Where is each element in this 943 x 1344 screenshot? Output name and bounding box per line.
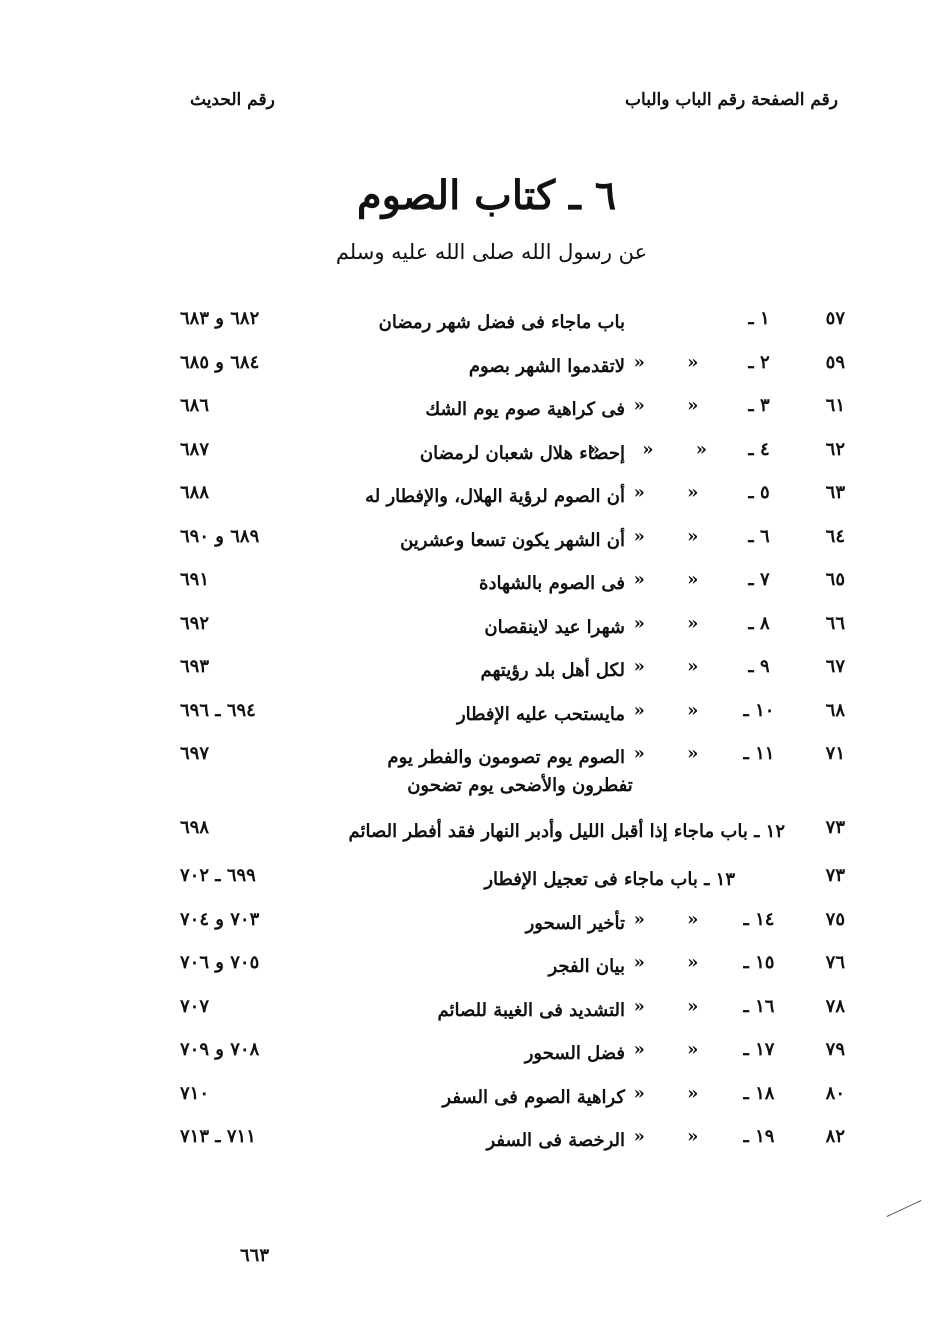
toc-page-number: ٨٢ [825,1126,845,1147]
toc-hadith-numbers: ٦٩٧ [180,743,210,764]
toc-row [180,387,845,431]
toc-chapter-number: ١١ ـ [743,743,775,764]
book-subtitle: عن رسول الله صلى الله عليه وسلم [335,240,648,264]
toc-row [180,1075,845,1119]
table-of-contents [180,300,845,1162]
toc-hadith-numbers: ٦٩٨ [180,817,210,838]
toc-ditto-marks: « « [633,351,717,373]
toc-chapter-title: لكل أهل بلد رؤيتهم [480,660,625,681]
toc-page-number: ٦٢ [825,438,845,460]
toc-hadith-numbers: ٧١١ ـ ٧١٣ [180,1126,256,1147]
book-title: ٦ ـ كتاب الصوم [356,172,617,219]
toc-hadith-numbers: ٧٠٣ و ٧٠٤ [180,908,260,930]
toc-row [180,901,845,945]
toc-ditto-marks: « « [633,699,717,721]
toc-chapter-number: ٢ ـ [748,351,770,373]
toc-chapter-number: ١٠ ـ [743,699,775,721]
toc-hadith-numbers: ٦٨٨ [180,482,210,503]
toc-hadith-numbers: ٦٨٤ و ٦٨٥ [180,351,260,373]
toc-chapter-number: ٣ ـ [748,395,770,416]
toc-ditto-marks: « « [633,569,717,590]
toc-row [180,735,845,809]
toc-chapter-title: أن الصوم لرؤية الهلال، والإفطار له [365,486,625,507]
toc-hadith-numbers: ٧٠٧ [180,995,210,1017]
toc-chapter-number: ١٧ ـ [743,1039,775,1060]
toc-row [180,344,845,388]
toc-hadith-numbers: ٧١٠ [180,1082,210,1104]
toc-ditto-marks: « « [633,482,717,503]
toc-chapter-title: ١٣ ـ باب ماجاء فى تعجيل الإفطار [484,869,735,890]
page-number: ٦٦٣ [240,1245,270,1266]
toc-ditto-marks: « « [633,1039,717,1060]
toc-row [180,1031,845,1075]
toc-hadith-numbers: ٦٩٤ ـ ٦٩٦ [180,699,256,721]
toc-hadith-numbers: ٦٩١ [180,569,210,590]
toc-chapter-number: ٨ ـ [748,612,770,634]
toc-chapter-title: إحصاء هلال شعبان لرمضان [419,442,625,464]
toc-page-number: ٧٩ [825,1039,845,1060]
toc-chapter-title: الصوم يوم تصومون والفطر يوم [387,747,625,768]
toc-page-number: ٧٣ [825,865,845,886]
toc-page-number: ٦٦ [825,612,845,634]
toc-page-number: ٦٧ [825,656,845,677]
toc-title-continuation: تفطرون والأضحى يوم تضحون [407,775,633,796]
toc-chapter-title: ١٢ ـ باب ماجاء إذا أقبل الليل وأدبر النهار فقد أفطر الصائم [348,821,785,842]
toc-page-number: ٨٠ [825,1082,845,1104]
toc-row [180,431,845,475]
toc-ditto-marks: « « [633,908,717,930]
toc-hadith-numbers: ٦٩٢ [180,612,210,634]
toc-chapter-number: ١٩ ـ [743,1126,775,1147]
toc-row [180,605,845,649]
toc-ditto-marks: « « [633,656,717,677]
toc-row [180,518,845,562]
toc-page-number: ٦٤ [825,525,845,547]
toc-page-number: ٦٥ [825,569,845,590]
toc-hadith-numbers: ٦٩٣ [180,656,210,677]
toc-chapter-title: فى كراهية صوم يوم الشك [425,399,625,420]
toc-ditto-marks: « « « [588,438,725,460]
toc-ditto-marks: « « [633,612,717,634]
toc-chapter-title: لاتقدموا الشهر بصوم [468,355,625,377]
toc-page-number: ٦١ [825,395,845,416]
toc-chapter-title: الرخصة فى السفر [486,1130,625,1151]
toc-row [180,561,845,605]
toc-page-number: ٧٨ [825,995,845,1017]
toc-row [180,944,845,988]
toc-page-number: ٦٨ [825,699,845,721]
toc-chapter-title: فضل السحور [524,1043,625,1064]
toc-ditto-marks: « « [633,1126,717,1147]
toc-chapter-number: ٦ ـ [748,525,770,547]
toc-row [180,648,845,692]
toc-page-number: ٧٣ [825,817,845,838]
toc-page-number: ٥٩ [825,351,845,373]
toc-chapter-title: شهرا عيد لاينقصان [484,616,625,638]
toc-chapter-title: بيان الفجر [548,956,625,977]
toc-chapter-title: مايستحب عليه الإفطار [456,703,625,725]
toc-ditto-marks: « « [633,525,717,547]
toc-chapter-number: ٩ ـ [748,656,770,677]
toc-hadith-numbers: ٦٨٩ و ٦٩٠ [180,525,260,547]
header-hadith-number-label: رقم الحديث [190,90,275,110]
toc-row [180,857,845,901]
toc-chapter-number: ٧ ـ [748,569,770,590]
pen-stroke-mark [887,1200,922,1217]
toc-chapter-number: ١ ـ [748,308,770,329]
toc-chapter-title: باب ماجاء فى فضل شهر رمضان [378,312,625,333]
toc-row [180,300,845,344]
toc-chapter-number: ١٨ ـ [743,1082,775,1104]
toc-chapter-number: ١٥ ـ [743,952,775,973]
toc-page-number: ٥٧ [825,308,845,329]
toc-chapter-number: ٥ ـ [748,482,770,503]
toc-hadith-numbers: ٧٠٥ و ٧٠٦ [180,952,260,973]
toc-chapter-title: فى الصوم بالشهادة [479,573,625,594]
toc-hadith-numbers: ٦٨٢ و ٦٨٣ [180,308,260,329]
toc-hadith-numbers: ٦٩٩ ـ ٧٠٢ [180,865,256,886]
toc-chapter-title: أن الشهر يكون تسعا وعشرين [400,529,625,551]
toc-hadith-numbers: ٦٨٧ [180,438,210,460]
toc-row [180,988,845,1032]
toc-chapter-title: كراهية الصوم فى السفر [442,1086,625,1108]
toc-page-number: ٧٥ [825,908,845,930]
toc-chapter-number: ١٦ ـ [743,995,775,1017]
toc-row [180,692,845,736]
toc-page-number: ٧١ [825,743,845,764]
toc-row [180,1118,845,1162]
toc-hadith-numbers: ٦٨٦ [180,395,210,416]
toc-row [180,474,845,518]
toc-page-number: ٦٣ [825,482,845,503]
toc-ditto-marks: « « [633,743,717,764]
toc-chapter-number: ٤ ـ [748,438,770,460]
toc-hadith-numbers: ٧٠٨ و ٧٠٩ [180,1039,260,1060]
toc-chapter-number: ١٤ ـ [743,908,775,930]
toc-page-number: ٧٦ [825,952,845,973]
toc-ditto-marks: « « [633,952,717,973]
toc-chapter-title: تأخير السحور [525,912,625,934]
toc-row [180,809,845,857]
toc-ditto-marks: « « [633,395,717,416]
toc-ditto-marks: « « [633,1082,717,1104]
toc-ditto-marks: « « [633,995,717,1017]
toc-chapter-title: التشديد فى الغيبة للصائم [437,999,625,1021]
header-page-chapter-label: رقم الصفحة رقم الباب والباب [625,90,838,110]
